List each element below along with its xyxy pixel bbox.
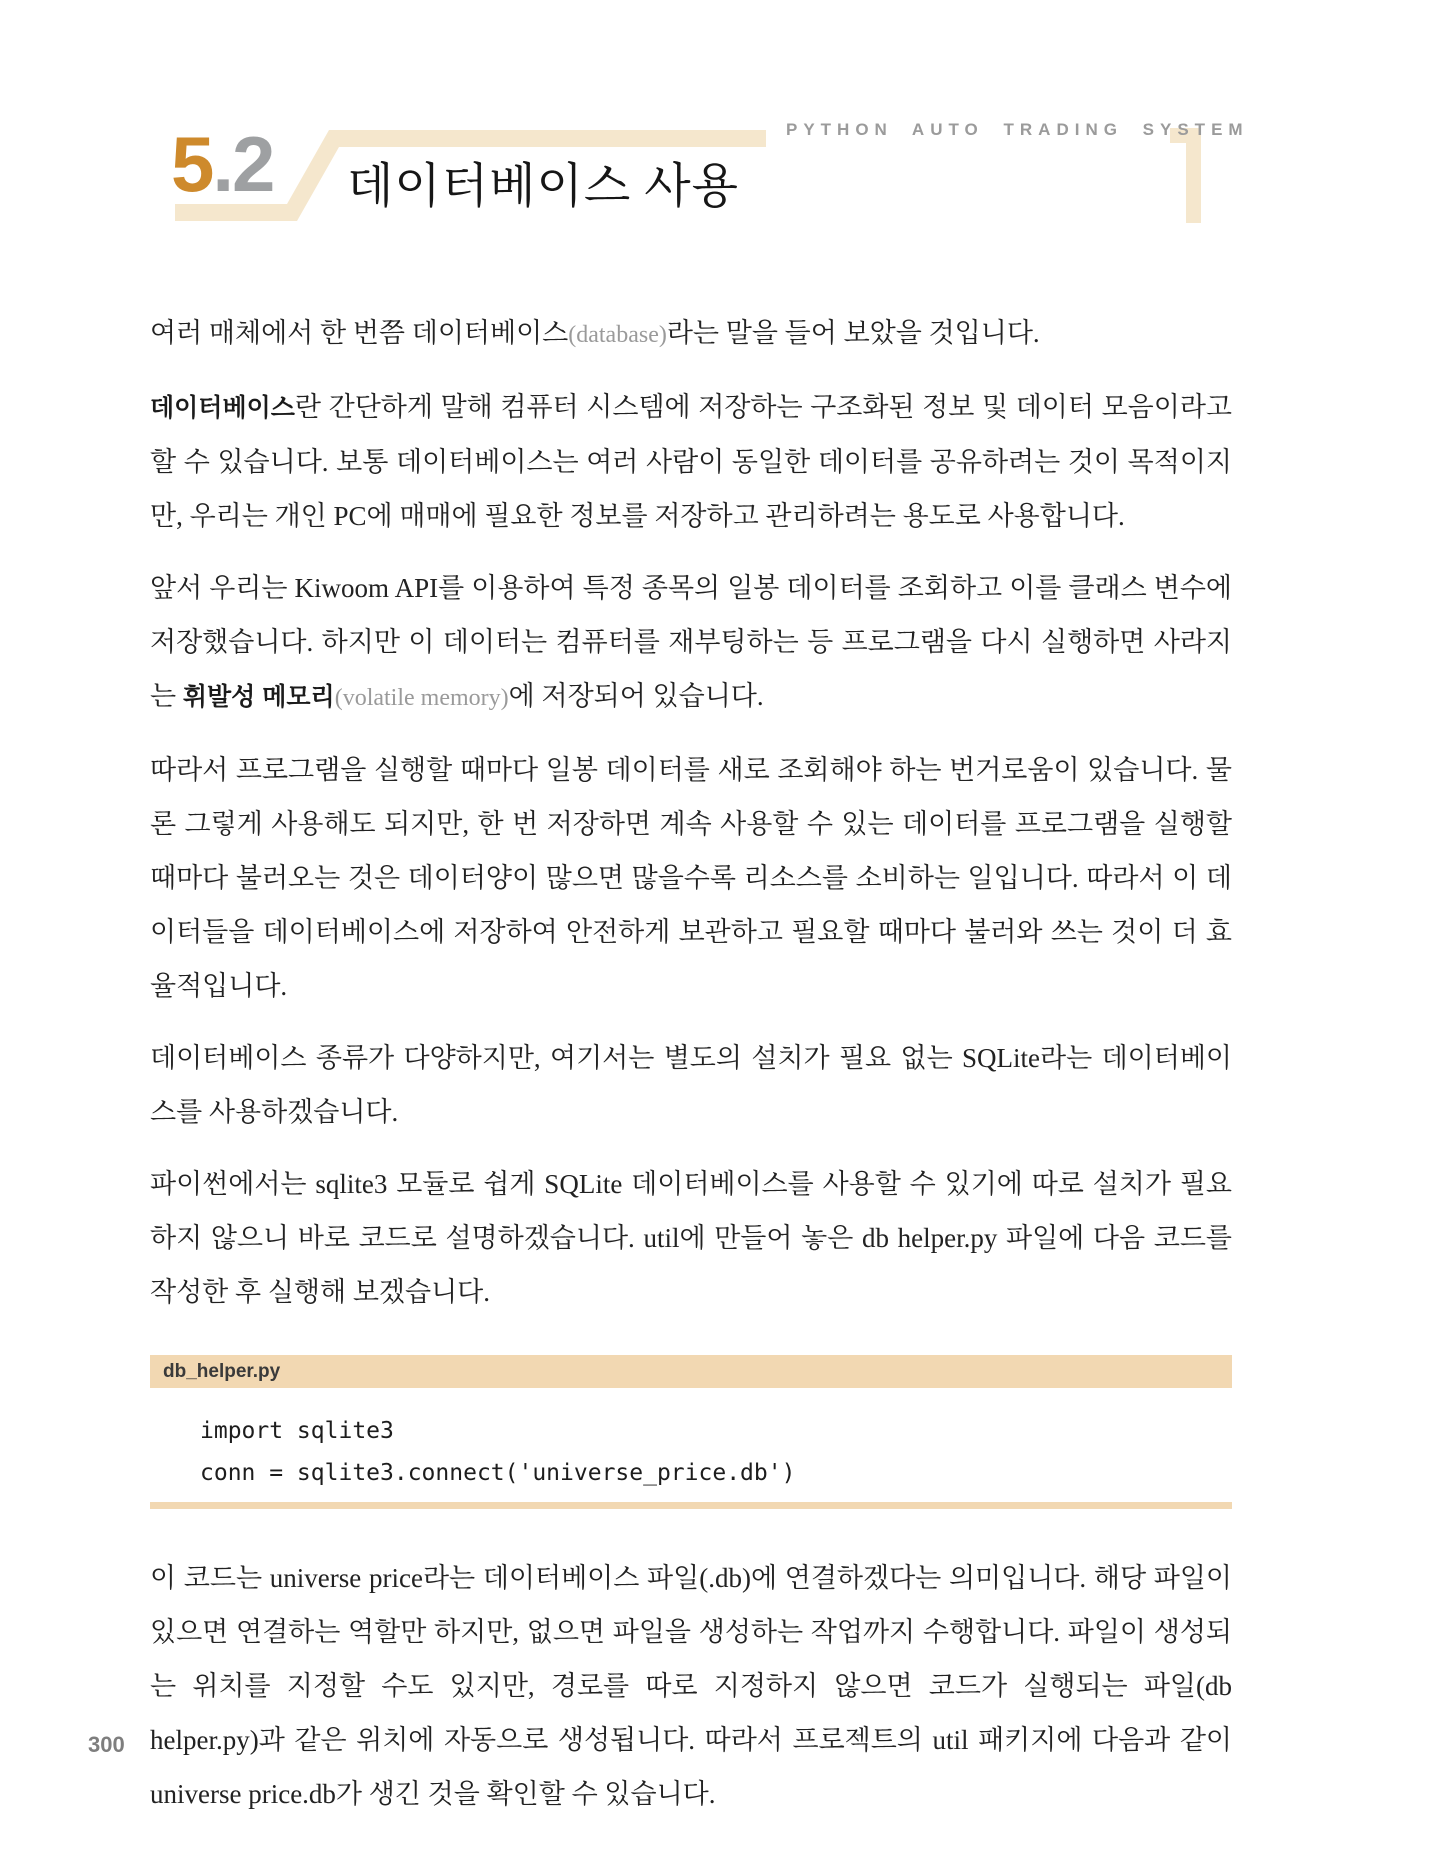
page-title: 데이터베이스 사용 xyxy=(347,160,739,213)
paragraph-text-run: 이 코드는 universe price라는 데이터베이스 파일(.db)에 연결하겠다는 의미입니다. 해당 파일이 있으면 연결하는 역할만 하지만, 없으면 파일을 생성하는 작업까지 수행합니다. 파일이 생성되는 위치를 지정할 수도 있지만, 경로를 따로 지정하지 않으면 코드가 실행되는 파일(db helper.py)과 같은 위치에 자동으로 생성됩니다. 따라서 프로젝트의 util 패키지에 다음과 같이 universe price.db가 생긴 것을 확인할 수 있습니다. xyxy=(150,1563,1232,1809)
body-paragraph xyxy=(150,1551,1232,1821)
paragraph-text-run: 따라서 프로그램을 실행할 때마다 일봉 데이터를 새로 조회해야 하는 번거로움이 있습니다. 물론 그렇게 사용해도 되지만, 한 번 저장하면 계속 사용할 수 있는 데이터를 프로그램을 실행할 때마다 불러오는 것은 데이터양이 많으면 많을수록 리소스를 소비하는 일입니다. 따라서 이 데이터들을 데이터베이스에 저장하여 안전하게 보관하고 필요할 때마다 불러와 쓰는 것이 더 효율적입니다. xyxy=(150,755,1232,1001)
body-paragraph xyxy=(150,1031,1232,1139)
section-number xyxy=(171,120,274,208)
code-bottom-rule xyxy=(150,1502,1232,1509)
body-paragraph xyxy=(150,743,1232,1013)
section-number-decimal: .2 xyxy=(212,120,274,208)
term-english-gray: (database) xyxy=(568,322,667,348)
code-filename: db_helper.py xyxy=(163,1360,281,1382)
paragraph-text-run: 라는 말을 들어 보았을 것입니다. xyxy=(666,318,1040,348)
body-paragraph xyxy=(150,380,1232,543)
body-column xyxy=(150,306,1232,1839)
paragraph-text-run: 데이터베이스 종류가 다양하지만, 여기서는 별도의 설치가 필요 없는 SQLite라는 데이터베이스를 사용하겠습니다. xyxy=(150,1043,1232,1127)
code-block xyxy=(150,1355,1232,1509)
code-filename-bar xyxy=(150,1355,1232,1388)
code-line: import sqlite3 xyxy=(200,1418,394,1444)
term-english-gray: (volatile memory) xyxy=(334,685,509,711)
body-paragraph xyxy=(150,1157,1232,1319)
series-label: PYTHON AUTO TRADING SYSTEM xyxy=(786,120,1249,139)
paragraph-text-run: 란 간단하게 말해 컴퓨터 시스템에 저장하는 구조화된 정보 및 데이터 모음이라고 할 수 있습니다. 보통 데이터베이스는 여러 사람이 동일한 데이터를 공유하려는 것이 목적이지만, 우리는 개인 PC에 매매에 필요한 정보를 저장하고 관리하려는 용도로 사용합니다. xyxy=(150,392,1232,531)
body-paragraph xyxy=(150,561,1232,725)
code-body xyxy=(150,1388,1232,1502)
paragraph-text-run: 여러 매체에서 한 번쯤 데이터베이스 xyxy=(150,318,569,348)
header-bracket-decoration xyxy=(1170,128,1201,223)
body-paragraph xyxy=(150,306,1232,362)
term-bold: 휘발성 메모리 xyxy=(182,683,335,711)
page-number: 300 xyxy=(88,1732,125,1757)
paragraph-text-run: 파이썬에서는 sqlite3 모듈로 쉽게 SQLite 데이터베이스를 사용할 수 있기에 따로 설치가 필요하지 않으니 바로 코드로 설명하겠습니다. util에 만들어 놓은 db helper.py 파일에 다음 코드를 작성한 후 실행해 보겠습니다. xyxy=(150,1169,1232,1307)
term-bold: 데이터베이스 xyxy=(150,394,295,422)
paragraph-text-run: 에 저장되어 있습니다. xyxy=(508,681,764,711)
section-number-major: 5 xyxy=(171,120,213,208)
code-line: conn = sqlite3.connect('universe_price.db') xyxy=(200,1460,796,1486)
paragraph-text-run: 앞서 우리는 Kiwoom API를 이용하여 특정 종목의 일봉 데이터를 조회하고 이를 클래스 변수에 저장했습니다. 하지만 이 데이터는 컴퓨터를 재부팅하는 등 프로그램을 다시 실행하면 사라지는 xyxy=(150,573,1232,711)
